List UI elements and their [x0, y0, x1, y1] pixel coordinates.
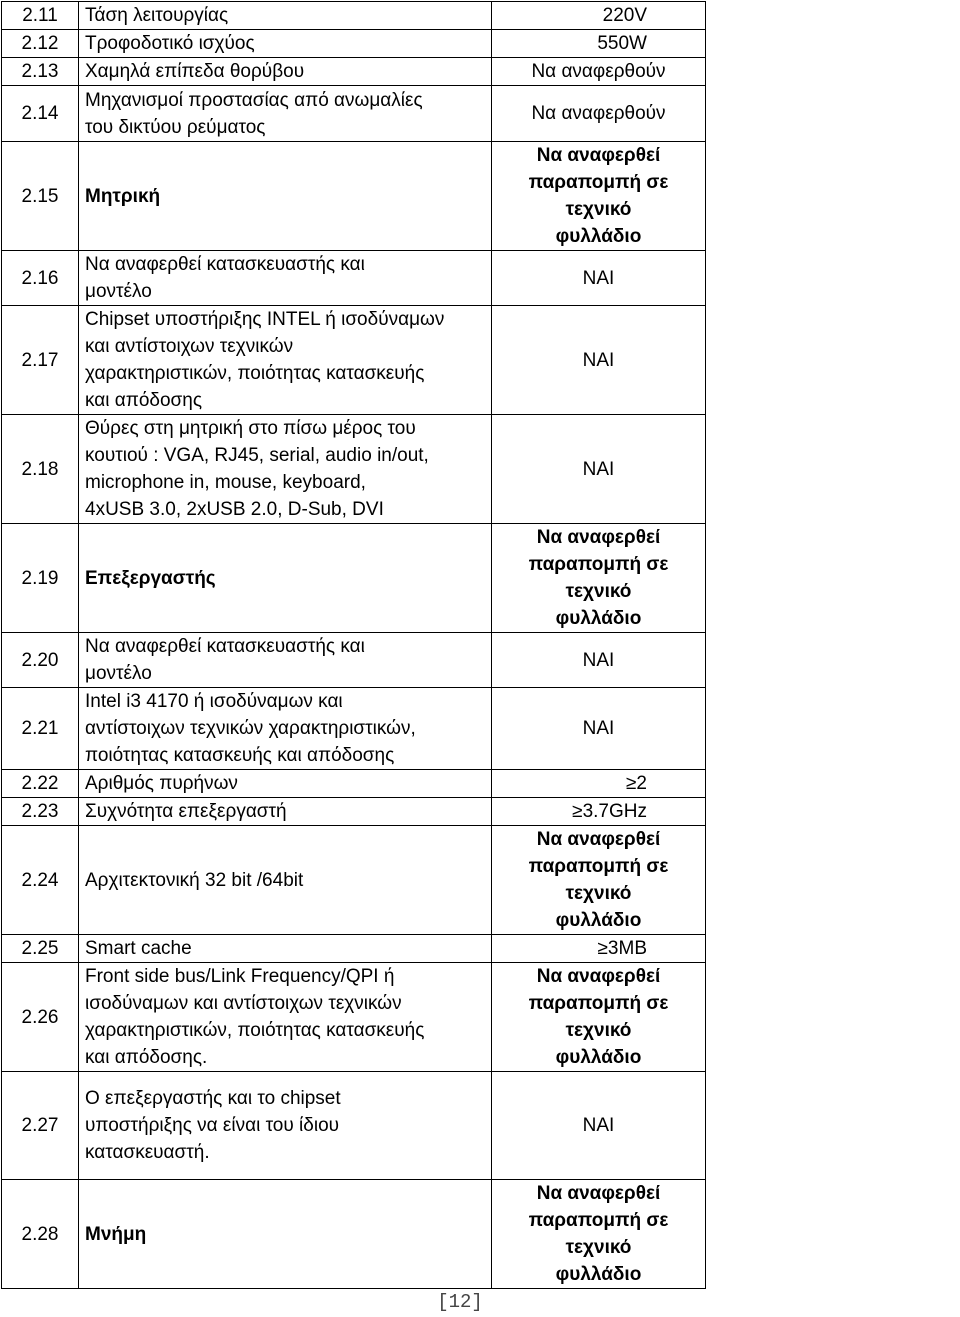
row-value: ΝΑΙ: [492, 688, 706, 770]
row-value: 220V: [492, 2, 706, 30]
row-description: Chipset υποστήριξης INTEL ή ισοδύναμων και αντίστοιχων τεχνικών χαρακτηριστικών, ποιότητας κατασκευής και απόδοσης: [79, 306, 492, 415]
table-row: [2, 963, 706, 1072]
row-number: 2.27: [2, 1072, 79, 1180]
page-number: [12]: [437, 1291, 483, 1313]
row-number: 2.12: [2, 30, 79, 58]
row-number: 2.24: [2, 826, 79, 935]
row-description: Τροφοδοτικό ισχύος: [79, 30, 492, 58]
row-number: 2.26: [2, 963, 79, 1072]
row-number: 2.15: [2, 142, 79, 251]
row-number: 2.28: [2, 1180, 79, 1289]
table-row: [2, 415, 706, 524]
row-number: 2.20: [2, 633, 79, 688]
row-number: 2.11: [2, 2, 79, 30]
row-value: Να αναφερθεί παραπομπή σε τεχνικό φυλλάδιο: [492, 142, 706, 251]
row-number: 2.23: [2, 798, 79, 826]
row-description: Μνήμη: [79, 1180, 492, 1289]
table-row: [2, 306, 706, 415]
row-number: 2.13: [2, 58, 79, 86]
table-row: [2, 86, 706, 142]
row-number: 2.17: [2, 306, 79, 415]
table-row: [2, 2, 706, 30]
table-row: [2, 30, 706, 58]
table-row: [2, 58, 706, 86]
row-value: ≥3.7GHz: [492, 798, 706, 826]
row-number: 2.22: [2, 770, 79, 798]
row-description: Να αναφερθεί κατασκευαστής και μοντέλο: [79, 251, 492, 306]
table-row: [2, 826, 706, 935]
table-row: [2, 770, 706, 798]
table-row: [2, 1180, 706, 1289]
row-description: Ο επεξεργαστής και το chipset υποστήριξης να είναι του ίδιου κατασκευαστή.: [79, 1072, 492, 1180]
row-description: Τάση λειτουργίας: [79, 2, 492, 30]
table-row: [2, 1072, 706, 1180]
row-description: Αρχιτεκτονική 32 bit /64bit: [79, 826, 492, 935]
row-number: 2.16: [2, 251, 79, 306]
spec-table-body: [2, 2, 706, 1289]
table-row: [2, 142, 706, 251]
row-description: Μητρική: [79, 142, 492, 251]
row-description: Smart cache: [79, 935, 492, 963]
row-value: ΝΑΙ: [492, 306, 706, 415]
row-value: Να αναφερθούν: [492, 58, 706, 86]
table-row: [2, 688, 706, 770]
row-value: Να αναφερθεί παραπομπή σε τεχνικό φυλλάδιο: [492, 826, 706, 935]
table-row: [2, 633, 706, 688]
row-description: Χαμηλά επίπεδα θορύβου: [79, 58, 492, 86]
row-number: 2.14: [2, 86, 79, 142]
row-description: Συχνότητα επεξεργαστή: [79, 798, 492, 826]
row-value: ≥3MB: [492, 935, 706, 963]
row-description: Μηχανισμοί προστασίας από ανωμαλίες του δικτύου ρεύματος: [79, 86, 492, 142]
table-row: [2, 524, 706, 633]
row-number: 2.18: [2, 415, 79, 524]
table-row: [2, 935, 706, 963]
row-value: Να αναφερθεί παραπομπή σε τεχνικό φυλλάδιο: [492, 1180, 706, 1289]
row-description: Επεξεργαστής: [79, 524, 492, 633]
row-value: ≥2: [492, 770, 706, 798]
row-value: Να αναφερθούν: [492, 86, 706, 142]
row-description: Intel i3 4170 ή ισοδύναμων και αντίστοιχων τεχνικών χαρακτηριστικών, ποιότητας κατασκευής και απόδοσης: [79, 688, 492, 770]
row-description: Να αναφερθεί κατασκευαστής και μοντέλο: [79, 633, 492, 688]
row-description: Αριθμός πυρήνων: [79, 770, 492, 798]
row-number: 2.21: [2, 688, 79, 770]
row-value: Να αναφερθεί παραπομπή σε τεχνικό φυλλάδιο: [492, 963, 706, 1072]
table-row: [2, 251, 706, 306]
row-description: Θύρες στη μητρική στο πίσω μέρος του κουτιού : VGA, RJ45, serial, audio in/out, microphone in, mouse, keyboard, 4xUSB 3.0, 2xUSB 2.0, D-Sub, DVI: [79, 415, 492, 524]
row-value: ΝΑΙ: [492, 1072, 706, 1180]
row-value: 550W: [492, 30, 706, 58]
row-description: Front side bus/Link Frequency/QPI ή ισοδύναμων και αντίστοιχων τεχνικών χαρακτηριστικών, ποιότητας κατασκευής και απόδοσης.: [79, 963, 492, 1072]
row-value: Να αναφερθεί παραπομπή σε τεχνικό φυλλάδιο: [492, 524, 706, 633]
row-value: ΝΑΙ: [492, 415, 706, 524]
spec-table: [1, 1, 706, 1289]
row-number: 2.25: [2, 935, 79, 963]
row-value: ΝΑΙ: [492, 251, 706, 306]
table-row: [2, 798, 706, 826]
row-value: ΝΑΙ: [492, 633, 706, 688]
row-number: 2.19: [2, 524, 79, 633]
